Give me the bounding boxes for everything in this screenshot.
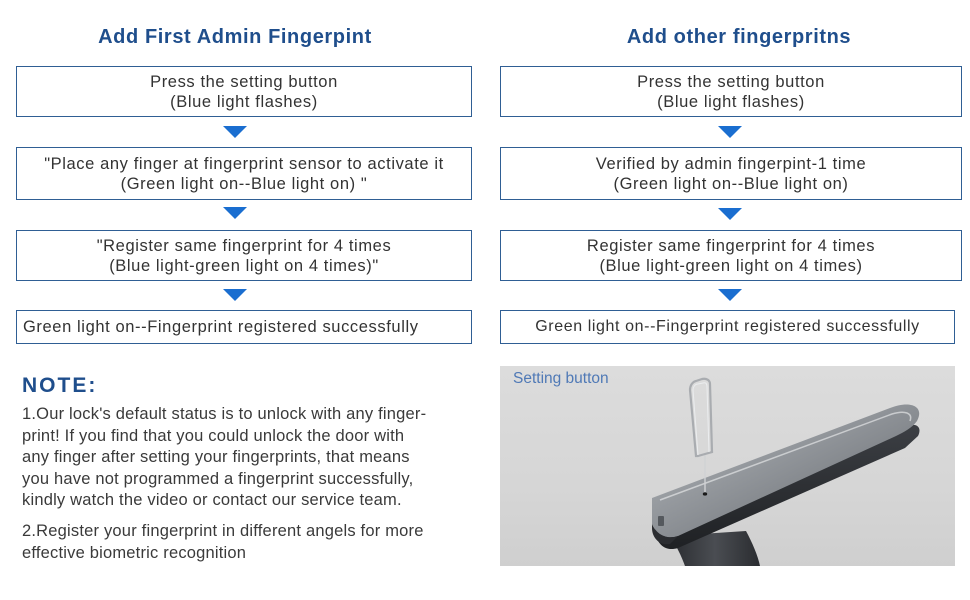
step-line: (Blue light flashes) xyxy=(170,92,318,111)
step-line: Verified by admin fingerpint-1 time xyxy=(595,154,867,173)
right-step-1 xyxy=(500,66,962,117)
left-step-1 xyxy=(16,66,472,117)
right-step-2 xyxy=(500,147,962,200)
step-line: (Blue light-green light on 4 times) xyxy=(599,256,863,275)
step-line: Green light on--Fingerprint registered successfully xyxy=(535,318,920,335)
note-line: 1.Our lock's default status is to unlock with any finger- xyxy=(22,405,427,423)
lock-handle-illustration xyxy=(500,366,955,566)
step-line: Press the setting button xyxy=(150,72,338,91)
step-line: Register same fingerprint for 4 times xyxy=(586,236,876,255)
right-down-arrow-3 xyxy=(718,289,742,301)
right-down-arrow-1 xyxy=(718,126,742,138)
right-column-heading: Add other fingerpritns xyxy=(626,26,852,48)
step-line: (Blue light-green light on 4 times)" xyxy=(109,256,379,275)
product-photo xyxy=(500,366,955,566)
right-step-4 xyxy=(500,310,955,344)
left-down-arrow-1 xyxy=(223,126,247,138)
left-column-heading: Add First Admin Fingerpint xyxy=(98,26,372,48)
left-step-4 xyxy=(16,310,472,344)
step-line: Green light on--Fingerprint registered successfully xyxy=(23,318,419,336)
note-line: effective biometric recognition xyxy=(22,543,247,562)
right-down-arrow-2 xyxy=(718,208,742,220)
left-down-arrow-3 xyxy=(223,289,247,301)
step-line: "Register same fingerprint for 4 times xyxy=(96,236,392,255)
left-step-3 xyxy=(16,230,472,281)
note-line: any finger after setting your fingerprints, that means xyxy=(22,448,410,466)
right-step-3 xyxy=(500,230,962,281)
note-title: NOTE: xyxy=(22,374,98,397)
note-paragraph-1 xyxy=(22,404,492,512)
step-line: (Blue light flashes) xyxy=(657,92,805,111)
step-line: (Green light on--Blue light on) xyxy=(613,174,849,193)
note-line: you have not programmed a fingerprint successfully, xyxy=(22,469,414,488)
note-line: 2.Register your fingerprint in different angels for more xyxy=(22,522,424,540)
step-line: Press the setting button xyxy=(637,72,825,91)
step-line: (Green light on--Blue light on) " xyxy=(120,174,368,193)
step-line: "Place any finger at fingerprint sensor to activate it xyxy=(44,154,444,173)
left-step-2 xyxy=(16,147,472,200)
note-line: kindly watch the video or contact our service team. xyxy=(22,491,402,509)
note-paragraph-2 xyxy=(22,521,492,564)
left-down-arrow-2 xyxy=(223,207,247,219)
photo-label: Setting button xyxy=(513,370,609,387)
note-line: print! If you find that you could unlock the door with xyxy=(22,426,405,445)
